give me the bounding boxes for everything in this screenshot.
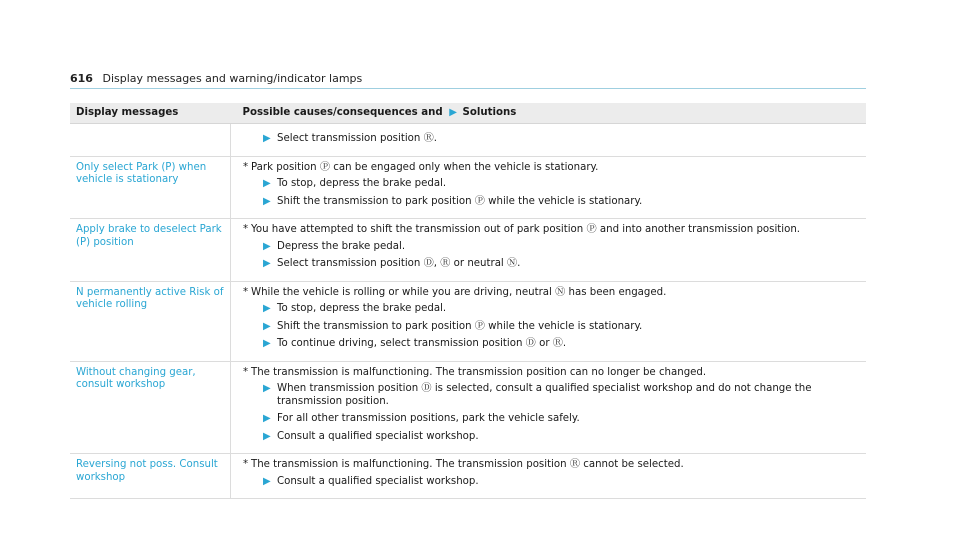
arrow-right-icon: ▶ [263, 338, 271, 349]
solution-step [263, 133, 860, 146]
arrow-right-icon: ▶ [263, 240, 271, 252]
solution-step [263, 338, 860, 351]
message-cell: Only select Park (P) when vehicle is stationary [70, 156, 231, 219]
table-header-row [70, 103, 866, 124]
step-text: Consult a qualified specialist workshop. [277, 430, 479, 442]
cause-text: You have attempted to shift the transmission out of park position Ⓟ and into another transmission position. [251, 224, 801, 235]
step-text: To stop, depress the brake pedal. [277, 178, 447, 189]
solution-step [263, 196, 860, 209]
table-row [70, 454, 866, 499]
step-text: To continue driving, select transmission position Ⓓ or Ⓡ. [277, 338, 567, 349]
cause-text: The transmission is malfunctioning. The transmission position can no longer be changed. [251, 366, 707, 378]
arrow-right-icon: ▶ [263, 430, 271, 442]
display-messages-table [70, 103, 866, 499]
step-text: Shift the transmission to park position Ⓟ while the vehicle is stationary. [277, 320, 643, 332]
solution-step [263, 241, 860, 254]
asterisk-icon: * [243, 224, 249, 235]
cause-item [243, 287, 860, 300]
arrow-right-icon: ▶ [263, 258, 271, 269]
solution-step [263, 383, 860, 408]
message-cell: Without changing gear, consult workshop [70, 361, 231, 454]
step-text: Depress the brake pedal. [277, 240, 406, 252]
arrow-right-icon: ▶ [263, 383, 271, 394]
arrow-right-icon: ▶ [263, 195, 271, 207]
step-text: Consult a qualified specialist workshop. [277, 475, 479, 487]
table-row [70, 219, 866, 282]
asterisk-icon: * [243, 286, 249, 298]
solution-cell [231, 361, 867, 454]
table-row [70, 156, 866, 219]
solution-step [263, 431, 860, 444]
solution-step [263, 258, 860, 271]
arrow-right-icon: ▶ [263, 133, 271, 144]
solution-step [263, 303, 860, 316]
step-text: To stop, depress the brake pedal. [277, 303, 447, 314]
step-text: Select transmission position Ⓡ. [277, 133, 438, 144]
header-divider [70, 88, 866, 89]
cause-text: Park position Ⓟ can be engaged only when the vehicle is stationary. [251, 161, 599, 173]
asterisk-icon: * [243, 366, 249, 378]
table-row [70, 361, 866, 454]
solution-step [263, 178, 860, 191]
solution-step [263, 476, 860, 489]
message-cell: Reversing not poss. Consult workshop [70, 454, 231, 499]
table-row [70, 281, 866, 361]
asterisk-icon: * [243, 161, 249, 173]
solution-cell [231, 281, 867, 361]
column-header-causes-label: Possible causes/consequences and [242, 106, 443, 118]
column-header-solutions-label: Solutions [462, 106, 517, 118]
page-number: 616 [70, 72, 93, 85]
cause-text: The transmission is malfunctioning. The transmission position Ⓡ cannot be selected. [251, 459, 684, 470]
cause-item [243, 224, 860, 237]
table-row [70, 124, 866, 157]
column-header-causes [231, 103, 867, 124]
message-cell: Apply brake to deselect Park (P) position [70, 219, 231, 282]
column-header-messages: Display messages [70, 103, 231, 124]
arrow-right-icon: ▶ [449, 106, 457, 118]
step-text: When transmission position Ⓓ is selected, consult a qualified specialist workshop and do not change the transmission position. [277, 383, 812, 407]
solution-cell [231, 124, 867, 157]
step-text: Select transmission position Ⓓ, Ⓡ or neutral Ⓝ. [277, 258, 521, 269]
arrow-right-icon: ▶ [263, 413, 271, 424]
solution-step [263, 413, 860, 426]
arrow-right-icon: ▶ [263, 303, 271, 314]
solution-cell [231, 156, 867, 219]
message-cell: N permanently active Risk of vehicle rolling [70, 281, 231, 361]
page-header [70, 72, 362, 85]
cause-item [243, 162, 860, 175]
arrow-right-icon: ▶ [263, 320, 271, 332]
solution-cell [231, 454, 867, 499]
cause-item [243, 459, 860, 472]
solution-cell [231, 219, 867, 282]
arrow-right-icon: ▶ [263, 178, 271, 189]
asterisk-icon: * [243, 459, 249, 470]
arrow-right-icon: ▶ [263, 475, 271, 487]
solution-step [263, 321, 860, 334]
cause-text: While the vehicle is rolling or while you are driving, neutral Ⓝ has been engaged. [251, 286, 667, 298]
step-text: Shift the transmission to park position Ⓟ while the vehicle is stationary. [277, 195, 643, 207]
message-cell [70, 124, 231, 157]
cause-item [243, 367, 860, 380]
page-title: Display messages and warning/indicator lamps [102, 72, 363, 85]
step-text: For all other transmission positions, park the vehicle safely. [277, 413, 580, 424]
